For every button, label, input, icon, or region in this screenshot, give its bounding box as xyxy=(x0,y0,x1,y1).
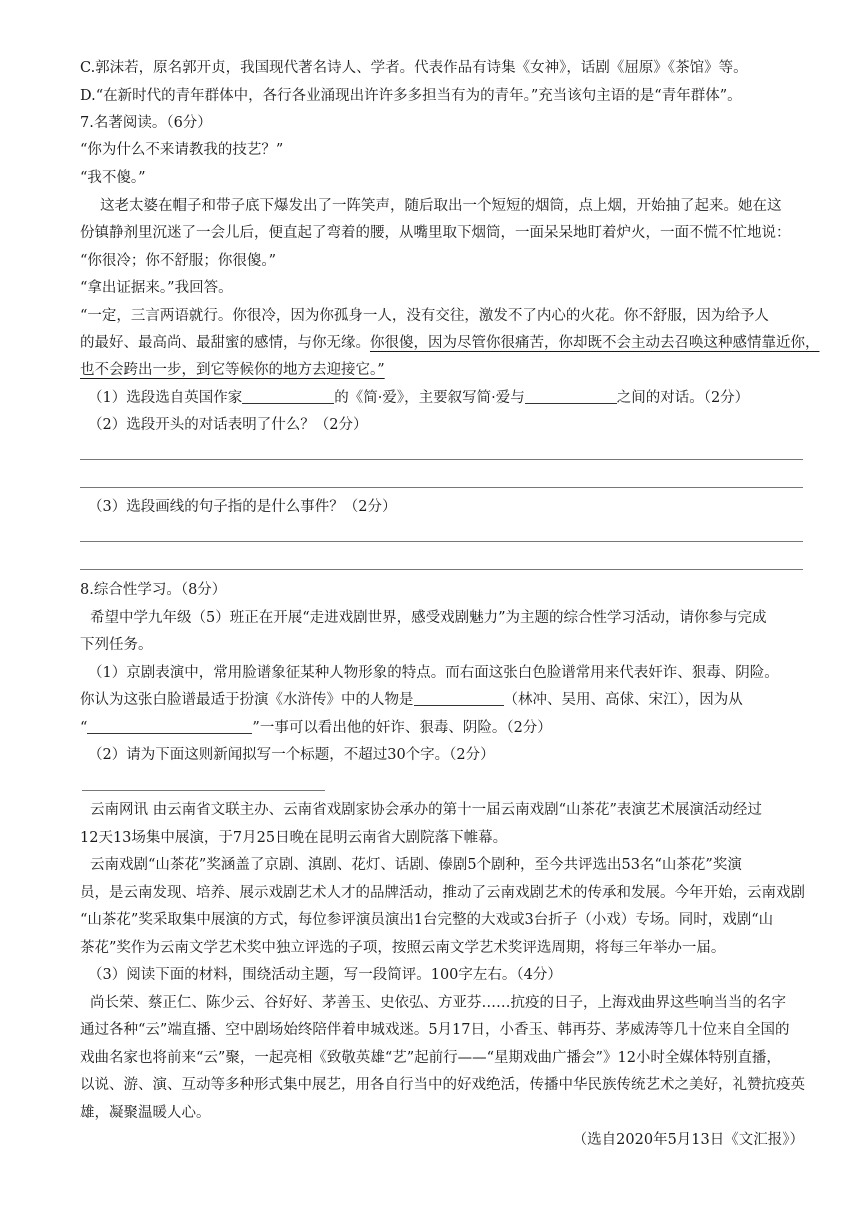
answer-blank-event[interactable] xyxy=(87,717,252,734)
source-citation: （选自2020年5月13日《文汇报》） xyxy=(572,1132,804,1148)
passage-line: “一定，三言两语就行。你很冷，因为你孤身一人，没有交往，激发不了内心的火花。你不舒服，因为给予人 xyxy=(80,308,769,324)
material-line: 以说、游、演、互动等多种形式集中展艺，用各自行当中的好戏绝活，传播中华民族传统艺术之美好，礼赞抗疫英 xyxy=(80,1077,805,1093)
q7-sub3: （3）选段画线的句子指的是什么事件？（2分） xyxy=(88,499,397,515)
material-line: 雄，凝聚温暖人心。 xyxy=(80,1105,211,1121)
material-line: 尚长荣、蔡正仁、陈少云、谷好好、茅善玉、史依弘、方亚芬……抗疫的日子，上海戏曲界这些响当当的名字 xyxy=(90,995,786,1011)
q7-sub1-text: 的《简·爱》，主要叙写简·爱与 xyxy=(334,390,525,406)
q7-sub1-text: 之间的对话。（2分） xyxy=(616,390,750,406)
answer-blank-author[interactable] xyxy=(242,387,334,404)
q8-task1: （1）京剧表演中，常用脸谱象征某种人物形象的特点。而右面这张白色脸谱常用来代表奸诈、狠毒、阴险。 xyxy=(88,665,779,681)
q8-task3: （3）阅读下面的材料，围绕活动主题，写一段简评。100字左右。（4分） xyxy=(88,967,562,983)
q8-task1 xyxy=(80,688,810,712)
q7-sub1-text: （1）选段选自英国作家 xyxy=(88,390,243,406)
passage-text: 的最好、最高尚、最甜蜜的感情，与你无缘。 xyxy=(80,335,370,351)
passage-line: 份镇静剂里沉迷了一会儿后，便直起了弯着的腰，从嘴里取下烟筒，一面呆呆地盯着炉火，一面不慌不忙地说： xyxy=(80,225,791,241)
passage-line: “我不傻。” xyxy=(80,170,146,186)
passage-line: “拿出证据来。”我回答。 xyxy=(80,280,233,296)
passage-line xyxy=(80,331,820,355)
option-d: D.“在新时代的青年群体中，各行各业涌现出许许多多担当有为的青年。”充当该句主语的是“青年群体”。 xyxy=(80,88,742,104)
q8-task1 xyxy=(80,716,810,740)
option-c: C.郭沫若，原名郭开贞，我国现代著名诗人、学者。代表作品有诗集《女神》，话剧《屈原》《茶馆》等。 xyxy=(80,60,748,76)
q8-task1-text: 你认为这张白脸谱最适于扮演《水浒传》中的人物是 xyxy=(80,692,414,708)
answer-line[interactable] xyxy=(80,459,803,460)
q8-task2: （2）请为下面这则新闻拟写一个标题，不超过30个字。（2分） xyxy=(88,747,495,763)
news-line: 云南网讯 由云南省文联主办、云南省戏剧家协会承办的第十一届云南戏剧“山茶花”表演艺术展演活动经过 xyxy=(90,802,762,818)
answer-blank-character[interactable] xyxy=(525,387,617,404)
q8-task1-text: ”一事可以看出他的奸诈、狠毒、阴险。（2分） xyxy=(252,720,552,736)
news-line: “山茶花”奖采取集中展演的方式，每位参评演员演出1台完整的大戏或3台折子（小戏）专场。同时，戏剧“山 xyxy=(80,912,774,928)
q7-sub1 xyxy=(88,386,818,410)
material-line: 戏曲名家也将前来“云”聚，一起亮相《致敬英雄“艺”起前行——“星期戏曲广播会”》12小时全媒体特别直播， xyxy=(80,1050,781,1066)
material-line: 通过各种“云”端直播、空中剧场始终陪伴着申城戏迷。5月17日，小香玉、韩再芬、茅威涛等几十位来自全国的 xyxy=(80,1022,790,1038)
answer-line[interactable] xyxy=(80,569,803,570)
news-line: 12天13场集中展演，于7月25日晚在昆明云南省大剧院落下帷幕。 xyxy=(80,830,508,846)
news-line: 员，是云南发现、培养、展示戏剧艺术人才的品牌活动，推动了云南戏剧艺术的传承和发展。今年开始，云南戏剧 xyxy=(80,885,805,901)
q7-heading: 7.名著阅读。（6分） xyxy=(80,115,212,131)
q7-sub2: （2）选段开头的对话表明了什么？（2分） xyxy=(88,417,368,433)
q8-intro: 希望中学九年级（5）班正在开展“走进戏剧世界，感受戏剧魅力”为主题的综合性学习活动，请你参与完成 xyxy=(90,610,767,626)
q8-task1-text: （林冲、吴用、高俅、宋江），因为从 xyxy=(503,692,743,708)
passage-line: “你为什么不来请教我的技艺？” xyxy=(80,142,284,158)
underlined-sentence: 你很傻，因为尽管你很痛苦，你却既不会主动去召唤这种感情靠近你， xyxy=(370,335,820,351)
answer-line[interactable] xyxy=(80,541,803,542)
answer-line[interactable] xyxy=(80,487,803,488)
q8-intro: 下列任务。 xyxy=(80,637,153,653)
news-line: 茶花”奖作为云南文学艺术奖中独立评选的子项，按照云南文学艺术奖评选周期，将每三年举办一届。 xyxy=(80,940,726,956)
title-answer-line[interactable] xyxy=(82,790,325,791)
news-line: 云南戏剧“山茶花”奖涵盖了京剧、滇剧、花灯、话剧、傣剧5个剧种，至今共评选出53名“山茶花”奖演 xyxy=(90,857,742,873)
passage-line: “你很冷；你不舒服；你很傻。” xyxy=(80,253,277,269)
underlined-sentence: 也不会跨出一步，到它等候你的地方去迎接它。” xyxy=(80,362,385,378)
q8-heading: 8.综合性学习。（8分） xyxy=(80,582,227,598)
q8-task1-text: “ xyxy=(80,720,88,736)
answer-blank-character[interactable] xyxy=(414,689,504,706)
passage-line: 这老太婆在帽子和带子底下爆发出了一阵笑声，随后取出一个短短的烟筒，点上烟，开始抽了起来。她在这 xyxy=(100,198,782,214)
